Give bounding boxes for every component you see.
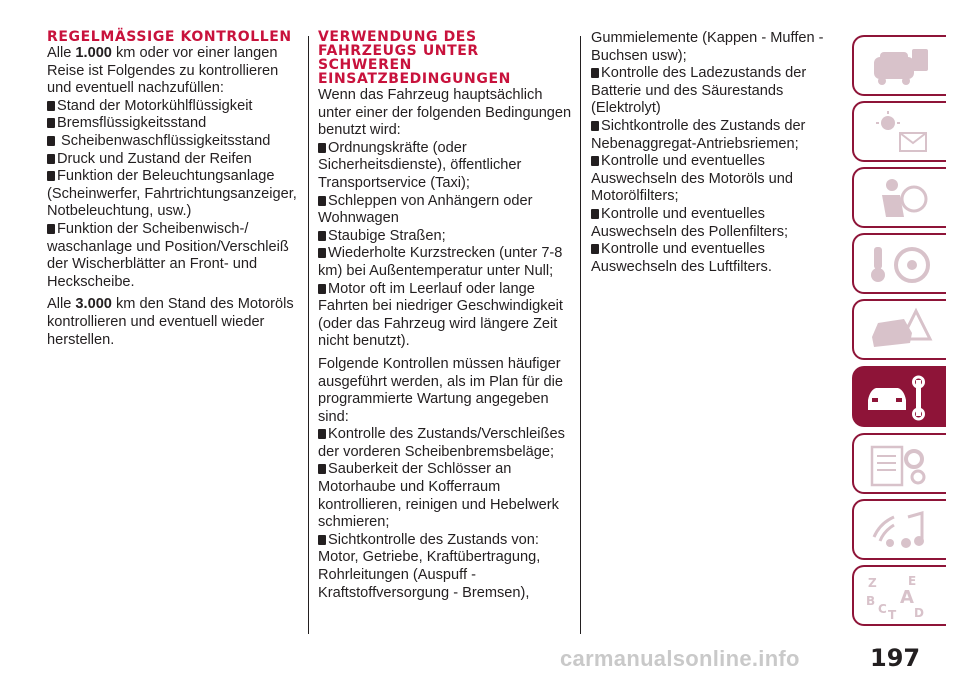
- km-value-1000: 1.000: [75, 45, 112, 61]
- km-value-3000: 3.000: [75, 296, 112, 313]
- check-item: [47, 98, 297, 116]
- check-item: [318, 426, 572, 461]
- checkbox-icon: [318, 535, 326, 545]
- checkbox-icon: [318, 231, 326, 241]
- check-item: [47, 221, 297, 291]
- checkbox-icon: [318, 464, 326, 474]
- check-item-text: Schleppen von Anhängern oder Wohnwagen: [318, 192, 533, 227]
- checkbox-icon: [591, 209, 599, 219]
- check-item: [591, 65, 831, 118]
- index-letter: B: [866, 594, 876, 608]
- checkbox-icon: [591, 121, 599, 131]
- checkbox-icon: [318, 248, 326, 258]
- check-item-text: Bremsflüssigkeitsstand: [57, 115, 207, 132]
- check-item-text: Sichtkontrolle des Zustands von: Motor, Getriebe, Kraftübertragung, Rohrleitungen (Auspuff - Kraftstoffversorgung - Bremsen),: [318, 531, 541, 601]
- warning-lights-icon: [864, 109, 934, 157]
- alphabetical-index-icon: [864, 573, 934, 621]
- check-item: [318, 193, 572, 228]
- check-item-text: Kontrolle und eventuelles Auswechseln des Luftfilters.: [591, 241, 772, 275]
- text-1000km-body: km oder vor einer langen Reise ist Folgendes zu kontrollieren und eventuell nachzufüllen:: [47, 45, 279, 97]
- text-3000km-body: km den Stand des Motoröls kontrollieren und eventuell wieder herstellen.: [47, 296, 294, 348]
- index-letter: Z: [868, 576, 877, 590]
- check-item-text: Wiederholte Kurzstrecken (unter 7-8 km) bei Außentemperatur unter Null;: [318, 245, 563, 279]
- check-item: [591, 241, 831, 276]
- text-alle: Alle: [47, 296, 72, 313]
- check-item: [47, 115, 297, 133]
- checkbox-icon: [47, 136, 55, 146]
- car-wrench-icon: [864, 374, 934, 422]
- check-item-text: Sichtkontrolle des Zustands der Nebenaggregat-Antriebsriemen;: [591, 117, 806, 152]
- tab-starting-driving[interactable]: [852, 233, 946, 294]
- checkbox-icon: [591, 68, 599, 78]
- paragraph-kontrollen: Folgende Kontrollen müssen häufiger ausgeführt werden, als im Plan für die programmierte Wartung angegeben sind:: [318, 355, 563, 425]
- tab-emergency[interactable]: [852, 299, 946, 360]
- technical-data-icon: [864, 441, 934, 489]
- index-letter: D: [914, 606, 924, 620]
- checkbox-icon: [47, 101, 55, 111]
- check-item: [318, 245, 572, 280]
- tab-technical-data[interactable]: [852, 433, 946, 494]
- tab-warning-lights[interactable]: [852, 101, 946, 162]
- check-item-text: Stand der Motorkühlflüssigkeit: [57, 97, 253, 114]
- check-item: [318, 140, 572, 193]
- check-item: [318, 532, 572, 602]
- check-item-text: Kontrolle und eventuelles Auswechseln des Motoröls und Motorölfilters;: [591, 153, 793, 205]
- check-item-text: Motor oft im Leerlauf oder lange Fahrten bei niedriger Geschwindigkeit (oder das Fahrzeug wird längere Zeit nicht benutzt).: [318, 280, 563, 350]
- page-number: 197: [870, 644, 921, 672]
- check-item: [591, 118, 831, 153]
- check-item-text: Kontrolle und eventuelles Auswechseln des Pollenfilters;: [591, 205, 789, 240]
- check-item-text: Kontrolle des Zustands/Verschleißes der vorderen Scheibenbremsbeläge;: [318, 426, 565, 460]
- index-letter: E: [908, 574, 917, 588]
- check-item-text: Staubige Straßen;: [328, 227, 446, 244]
- check-item: [318, 461, 572, 531]
- checkbox-icon: [318, 143, 326, 153]
- column-divider: [580, 36, 581, 634]
- tab-maintenance-active[interactable]: [852, 366, 946, 427]
- heading-schwere-einsatzbedingungen: VERWENDUNG DES FAHRZEUGS UNTER SCHWEREN EINSATZBEDINGUNGEN: [318, 29, 511, 87]
- continued-text: Gummielemente (Kappen - Muffen - Buchsen usw);: [591, 30, 824, 64]
- checkbox-icon: [318, 196, 326, 206]
- check-item: [47, 133, 297, 151]
- check-item-text: Scheibenwaschflüssigkeitsstand: [57, 132, 271, 149]
- text-alle: Alle: [47, 45, 72, 61]
- check-item: [318, 281, 572, 351]
- index-letter: C: [878, 602, 887, 616]
- column-continued: [591, 30, 831, 276]
- tab-safety[interactable]: [852, 167, 946, 228]
- check-item: [318, 228, 572, 246]
- paragraph-1000km: [47, 45, 297, 98]
- check-item-text: Druck und Zustand der Reifen: [57, 150, 252, 167]
- checkbox-icon: [47, 154, 55, 164]
- check-item-text: Ordnungskräfte (oder Sicherheitsdienste), öffentlicher Transportservice (Taxi);: [318, 139, 522, 191]
- index-letter: T: [888, 608, 897, 621]
- column-regelmaessige-kontrollen: [47, 30, 297, 349]
- index-letter: A: [900, 587, 914, 608]
- watermark: carmanualsonline.info: [560, 646, 800, 671]
- check-item: [47, 151, 297, 169]
- steering-key-icon: [864, 241, 934, 289]
- checkbox-icon: [47, 118, 55, 128]
- heading-regelmaessige-kontrollen: REGELMÄSSIGE KONTROLLEN: [47, 29, 292, 45]
- check-item: [47, 168, 297, 221]
- paragraph-intro: Wenn das Fahrzeug hauptsächlich unter einer der folgenden Bedingungen benutzt wird:: [318, 87, 572, 139]
- checkbox-icon: [47, 224, 55, 234]
- multimedia-icon: [864, 507, 934, 555]
- check-item-text: Funktion der Scheibenwisch-/ waschanlage und Position/Verschleiß der Wischerblätter an Front- und Heckscheibe.: [47, 220, 289, 290]
- check-item-text: Kontrolle des Ladezustands der Batterie und des Säurestands (Elektrolyt): [591, 65, 807, 117]
- tab-index[interactable]: [852, 565, 946, 626]
- check-item-text: Funktion der Beleuchtungsanlage (Scheinwerfer, Fahrtrichtungsanzeiger, Notbeleuchtung, usw.): [47, 168, 297, 220]
- paragraph-3000km: [47, 296, 297, 349]
- car-info-icon: [864, 43, 934, 91]
- column-schwere-einsatzbedingungen: [318, 30, 572, 602]
- emergency-breakdown-icon: [864, 307, 934, 355]
- checkbox-icon: [47, 171, 55, 181]
- check-item-text: Sauberkeit der Schlösser an Motorhaube und Kofferraum kontrollieren, reinigen und Hebelwerk schmieren;: [318, 461, 559, 531]
- checkbox-icon: [591, 244, 599, 254]
- checkbox-icon: [591, 156, 599, 166]
- check-item: [591, 153, 831, 206]
- check-item: [591, 206, 831, 241]
- tab-multimedia[interactable]: [852, 499, 946, 560]
- safety-airbag-icon: [864, 175, 934, 223]
- checkbox-icon: [318, 284, 326, 294]
- checkbox-icon: [318, 429, 326, 439]
- column-divider: [308, 36, 309, 634]
- tab-car-info[interactable]: [852, 35, 946, 96]
